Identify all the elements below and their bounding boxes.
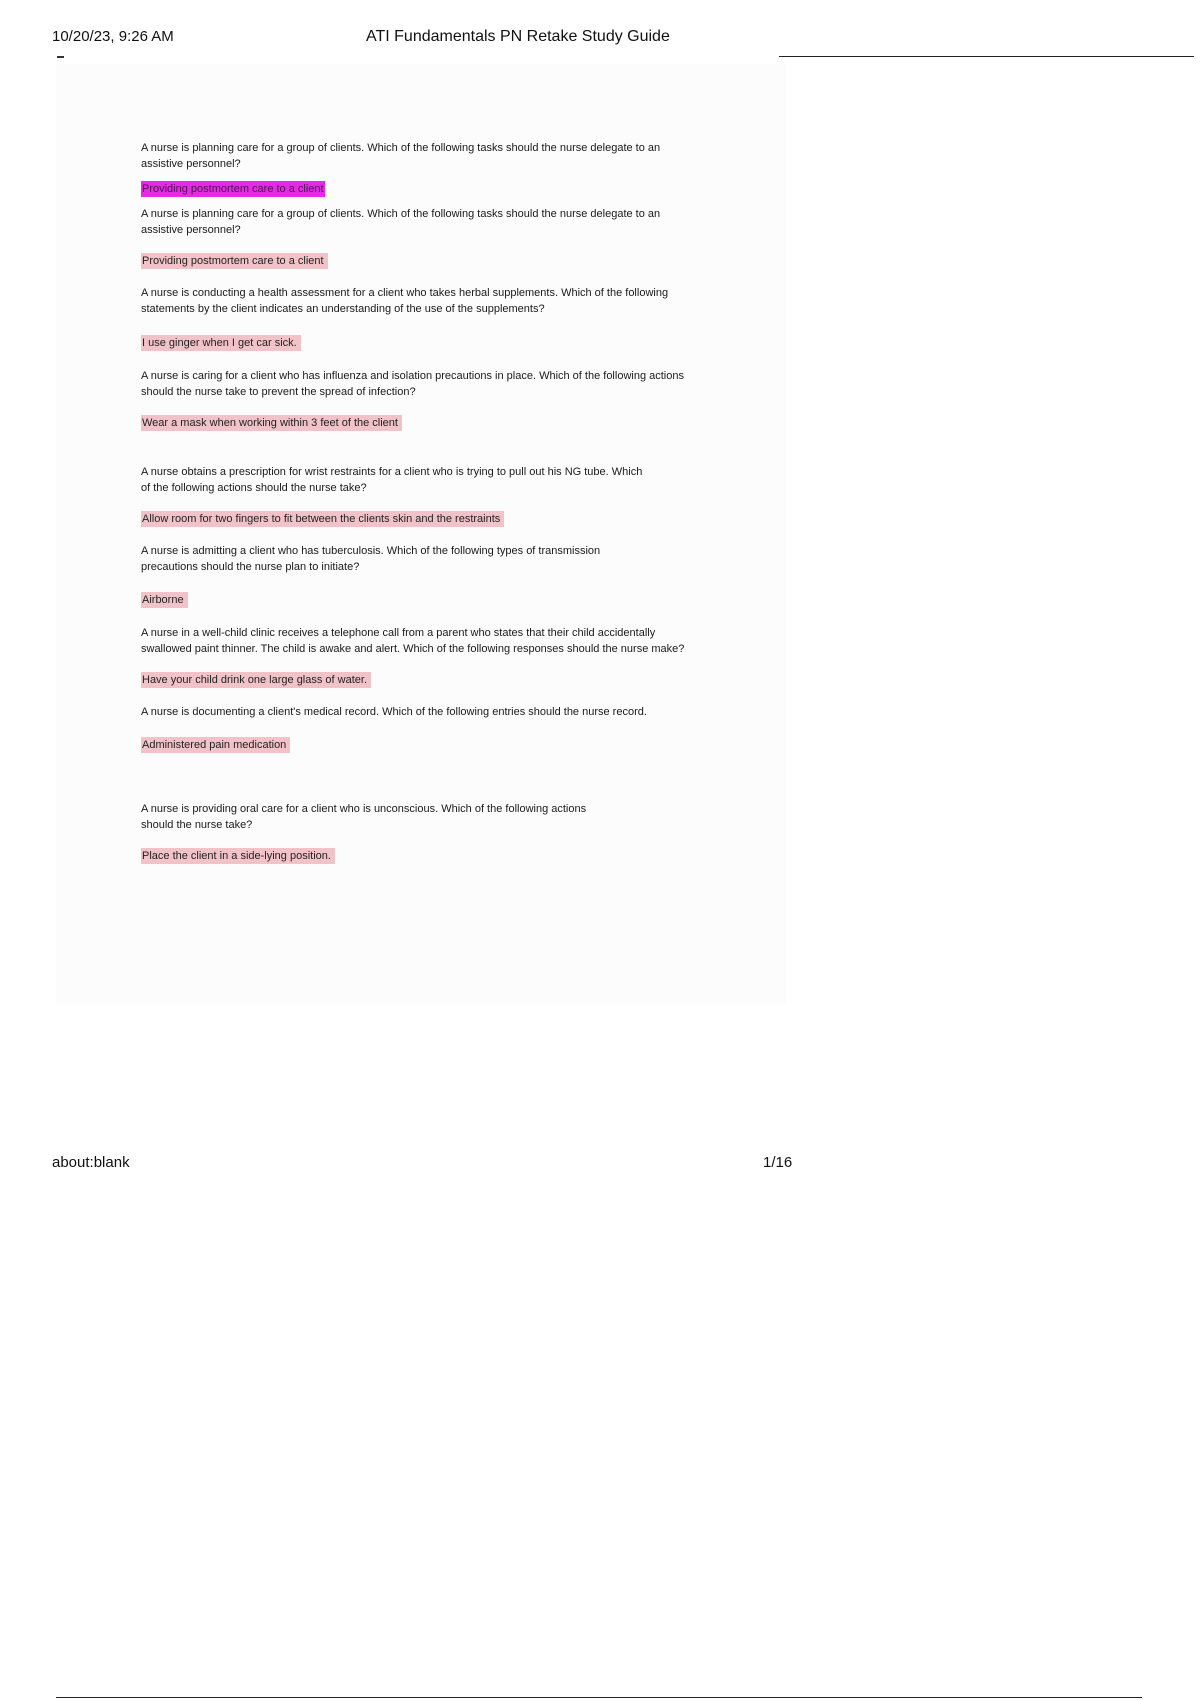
qa-item [141,801,711,864]
qa-item [141,140,711,197]
page-number: 1/16 [763,1154,793,1171]
answer-highlight: Airborne [141,592,188,608]
header-mark [57,56,64,58]
answer-highlight: Providing postmortem care to a client [141,253,328,269]
header-rule [779,56,1194,57]
qa-item [141,543,711,608]
qa-item [141,368,711,431]
question-text: A nurse is conducting a health assessment for a client who takes herbal supplements. Which of the following statements by the client indicates an understanding of the use of the supplements? [141,287,669,315]
question-text: A nurse is documenting a client's medical record. Which of the following entries should the nurse record. [141,706,647,718]
answer-highlight: I use ginger when I get car sick. [141,335,301,351]
qa-item [141,285,711,351]
page-url: about:blank [52,1154,130,1171]
question-text: A nurse is admitting a client who has tuberculosis. Which of the following types of transmission precautions should the nurse plan to initiate? [141,545,601,573]
answer-highlight: Providing postmortem care to a client [142,183,324,195]
question-text: A nurse is providing oral care for a client who is unconscious. Which of the following actions should the nurse take? [141,803,587,831]
print-datetime: 10/20/23, 9:26 AM [52,28,174,45]
answer-highlight: Allow room for two fingers to fit between the clients skin and the restraints [141,511,504,527]
qa-item [141,464,711,527]
question-text: A nurse is planning care for a group of clients. Which of the following tasks should the nurse delegate to an assistive personnel? [141,142,661,170]
document-title: ATI Fundamentals PN Retake Study Guide [366,28,670,45]
question-text: A nurse is caring for a client who has influenza and isolation precautions in place. Which of the following actions should the nurse take to prevent the spread of infection? [141,370,684,398]
question-text: A nurse is planning care for a group of clients. Which of the following tasks should the nurse delegate to an assistive personnel? [141,208,661,236]
qa-item [141,704,711,753]
answer-highlight: Administered pain medication [141,737,290,753]
qa-item [141,625,711,688]
answer-highlight: Have your child drink one large glass of water. [141,672,371,688]
question-text: A nurse in a well-child clinic receives a telephone call from a parent who states that their child accidentally swallowed paint thinner. The child is awake and alert. Which of the following responses should the nurse make? [141,627,685,655]
print-footer [52,1154,812,1178]
question-text: A nurse obtains a prescription for wrist restraints for a client who is trying to pull out his NG tube. Which of the following actions should the nurse take? [141,466,643,494]
qa-item [141,206,711,269]
bottom-rule [56,1697,1142,1698]
answer-highlight: Wear a mask when working within 3 feet of the client [141,415,402,431]
print-header [52,26,1142,60]
study-guide-content [141,140,711,864]
answer-highlight: Place the client in a side-lying position. [141,848,335,864]
